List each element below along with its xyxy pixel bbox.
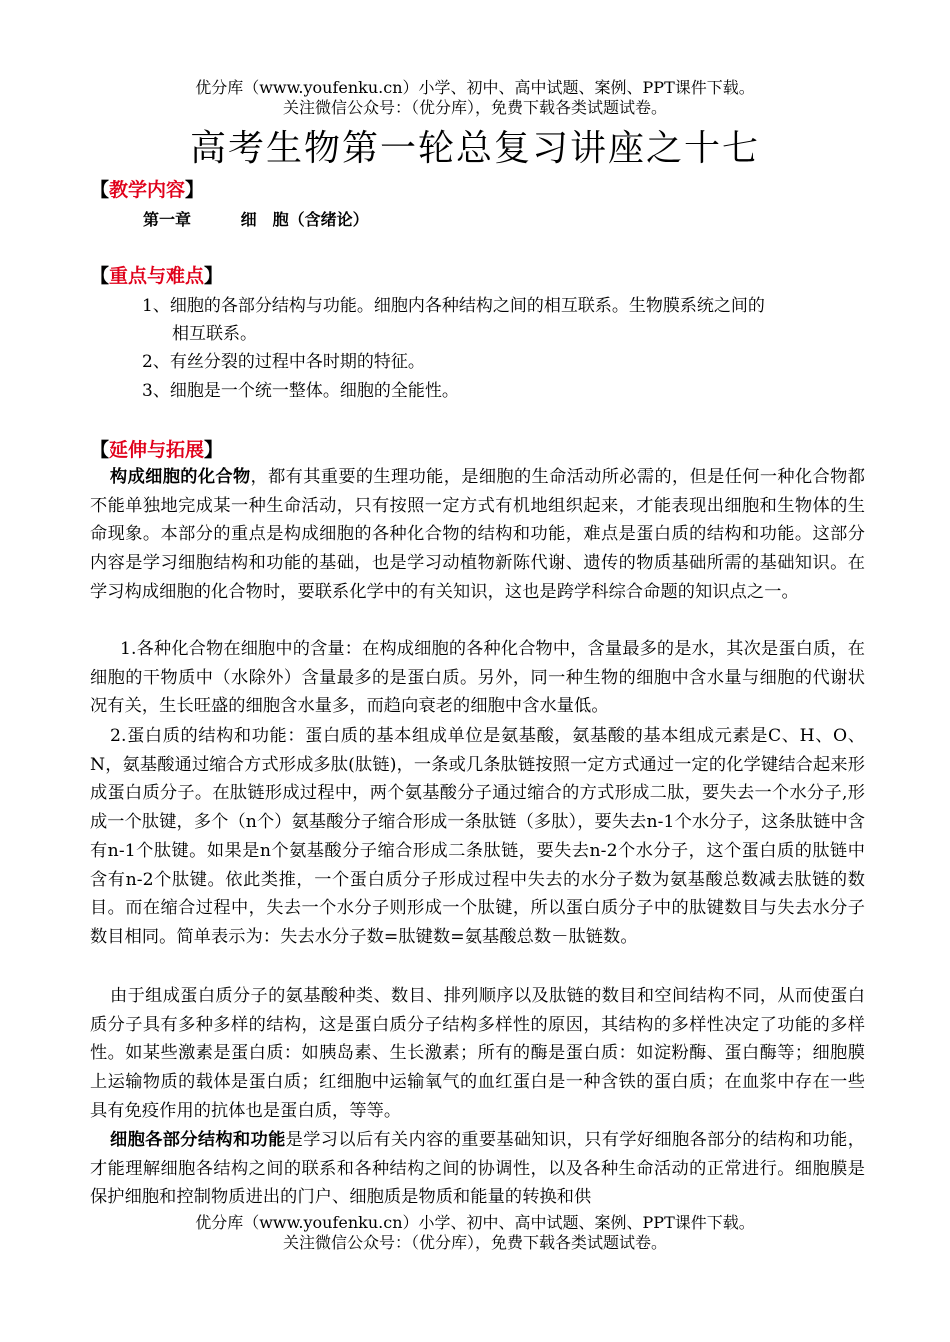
- list-item: 3、细胞是一个统一整体。细胞的全能性。: [142, 381, 459, 401]
- paragraph-cell-structure: 细胞各部分结构和功能是学习以后有关内容的重要基础知识，只有学好细胞各部分的结构和功能，才能理解细胞各结构之间的联系和各种结构之间的协调性，以及各种生命活动的正常进行。细胞膜是保护细胞和控制物质进出的门户、细胞质是物质和能量的转换和供: [90, 1130, 865, 1208]
- paragraph-compounds: 构成细胞的化合物，都有其重要的生理功能，是细胞的生命活动所必需的，但是任何一种化合物都不能单独地完成某一种生命活动，只有按照一定方式有机地组织起来，才能表现出细胞和生物体的生命现象。本部分的重点是构成细胞的各种化合物的结构和功能，难点是蛋白质的结构和功能。这部分内容是学习细胞结构和功能的基础，也是学习动植物新陈代谢、遗传的物质基础所需的基础知识。在学习构成细胞的化合物时，要联系化学中的有关知识，这也是跨学科综合命题的知识点之一。: [90, 467, 865, 602]
- paragraph-protein-structure: 2.蛋白质的结构和功能：蛋白质的基本组成单位是氨基酸，氨基酸的基本组成元素是C、H、O、N，氨基酸通过缩合方式形成多肽(肽链)，一条或几条肽链按照一定方式通过一定的化学键结合起来形成蛋白质分子。在肽链形成过程中，两个氨基酸分子通过缩合的方式形成二肽，要失去一个水分子,形成一个肽键，多个（n个）氨基酸分子缩合形成一条肽链（多肽），要失去n-1个水分子，这条肽链中含有n-1个肽键。如果是n个氨基酸分子缩合形成二条肽链，要失去n-2个水分子，这个蛋白质的肽链中含有n-2个肽键。依此类推，一个蛋白质分子形成过程中失去的水分子数为氨基酸总数减去肽链的数目。而在缩合过程中，失去一个水分子则形成一个肽键，所以蛋白质分子中的肽键数目与失去水分子数目相同。简单表示为：失去水分子数=肽键数=氨基酸总数－肽链数。: [90, 726, 865, 947]
- paragraph-protein-diversity: 由于组成蛋白质分子的氨基酸种类、数目、排列顺序以及肽链的数目和空间结构不同，从而使蛋白质分子具有多种多样的结构，这是蛋白质分子结构多样性的原因，其结构的多样性决定了功能的多样性。如某些激素是蛋白质：如胰岛素、生长激素；所有的酶是蛋白质：如淀粉酶、蛋白酶等；细胞膜上运输物质的载体是蛋白质；红细胞中运输氧气的血红蛋白是一种含铁的蛋白质；在血浆中存在一些具有免疫作用的抗体也是蛋白质，等等。: [90, 986, 865, 1121]
- chapter-heading: [143, 208, 369, 232]
- list-item: 1、细胞的各部分结构与功能。细胞内各种结构之间的相互联系。生物膜系统之间的 相互联系。: [142, 296, 765, 344]
- section-key-points: 【重点与难点】: [90, 265, 224, 287]
- chapter-number: 第一章: [143, 210, 192, 229]
- paragraph-content-levels: 1.各种化合物在细胞中的含量：在构成细胞的各种化合物中，含量最多的是水，其次是蛋白质，在细胞的干物质中（水除外）含量最多的是蛋白质。另外，同一种生物的细胞中含水量与细胞的代谢状况有关，生长旺盛的细胞含水量多，而趋向衰老的细胞中含水量低。: [90, 639, 865, 717]
- header-line-1: 优分库（www.youfenku.cn）小学、初中、高中试题、案例、PPT课件下载。: [195, 78, 755, 97]
- list-item: 2、有丝分裂的过程中各时期的特征。: [142, 352, 425, 372]
- section-label: 延伸与拓展: [109, 439, 205, 461]
- section-teaching-content: 【教学内容】: [90, 179, 205, 201]
- page-title: 高考生物第一轮总复习讲座之十七: [189, 128, 760, 169]
- footer-line-1: 优分库（www.youfenku.cn）小学、初中、高中试题、案例、PPT课件下载。: [195, 1213, 755, 1232]
- header-line-2: 关注微信公众号：（优分库），免费下载各类试题试卷。: [282, 98, 667, 117]
- section-label: 教学内容: [109, 179, 186, 201]
- section-label: 重点与难点: [109, 265, 205, 287]
- chapter-title: 细 胞（含绪论）: [240, 210, 369, 229]
- footer-line-2: 关注微信公众号：（优分库），免费下载各类试题试卷。: [282, 1233, 667, 1252]
- section-extension: 【延伸与拓展】: [90, 439, 224, 461]
